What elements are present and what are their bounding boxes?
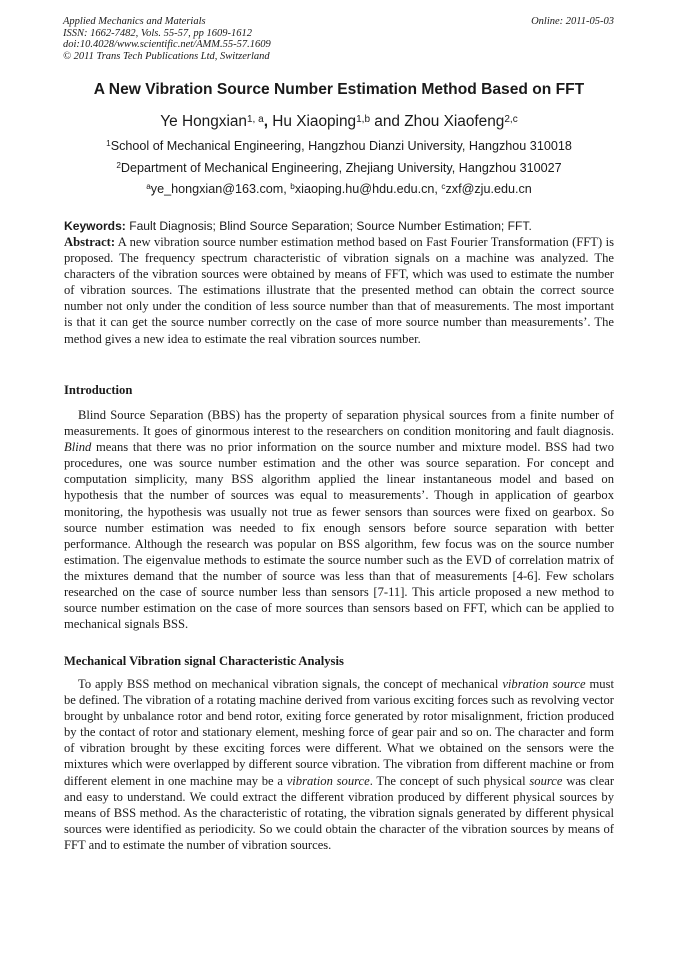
email-c-sup: c xyxy=(441,182,446,192)
email-b: xiaoping.hu@hdu.edu.cn, xyxy=(294,182,442,196)
abstract-label: Abstract: xyxy=(64,235,116,249)
abstract xyxy=(64,234,614,347)
journal-copyright: © 2011 Trans Tech Publications Ltd, Switzerland xyxy=(63,50,270,62)
intro-italic-blind: Blind xyxy=(64,440,92,455)
mech-text-2: must be defined. The vibration of a rotating machine derived from various exciting forces such as revolving vector brought by unbalance rotor and bend rotor, exiting force generated by rotor misalignment, friction produced by the contact of rotor and stationary element, meshing force of gear pair and so on. The character and form of vibration brought by these exciting forces were different. What we obtained on the sensors were the mixtures which were overlapped by different source vibration. The vibration from different machine or from different element in one machine may be a xyxy=(64,677,614,788)
abstract-text: A new vibration source number estimation method based on Fast Fourier Transformation (FFT) is proposed. The frequency spectrum characteristic of vibration signals on a machine was analyzed. The characters of the vibration sources were obtained by means of FFT, which was used to estimate the number of vibration sources. The estimations illustrate that the presented method can obtain the correct source number not only under the condition of less source number than that of measurements. The most important is that it can get the source number correctly on the case of more source number than measurements’. The method gives a new idea to estimate the real vibration sources number. xyxy=(64,235,614,346)
mech-text-4: was clear and easy to understand. We could extract the different vibration produced by different physical sources by means of BSS method. As the characteristic of rotating, the vibration signals generated by different physical sources were identified as periodicity. So we could obtain the character of the vibration sources by means of FFT and to estimate the number of vibration sources. xyxy=(64,773,615,852)
mech-italic-1: vibration source xyxy=(502,677,586,691)
author-and: and xyxy=(370,113,405,130)
paper-title: A New Vibration Source Number Estimation Method Based on FFT xyxy=(93,81,585,98)
mech-text-3: . The concept of such physical xyxy=(369,773,530,788)
mechanical-heading: Mechanical Vibration signal Characteristic Analysis xyxy=(64,654,344,668)
author-emails xyxy=(0,182,678,196)
author-2-name: Hu Xiaoping xyxy=(267,113,357,130)
mech-text-1: To apply BSS method on mechanical vibration signals, the concept of mechanical xyxy=(78,677,503,691)
author-separator: , xyxy=(263,113,268,130)
affiliation-2 xyxy=(0,161,678,175)
journal-info xyxy=(63,16,271,62)
email-a: ye_hongxian@163.com, xyxy=(150,182,291,196)
intro-text-2: means that there was no prior information on the source number and mixture model. BSS had two procedures, one was source number estimation and the other was source separation. For concept and computation simplicity, many BSS algorithm applied the linear instantaneous model and based on hypothesis that the number of sources was equal to measurements’. Though in application of gearbox monitoring, the hypothesis was usually not true as fewer sensors than sources were fixed on gearbox. So source number estimation was needed to fix enough sensors before source separation with better performance. Although the research was popular on BSS algorithm, few focus was on the source number estimation. The eigenvalue methods to estimate the source number such as the EVD of correlation matrix of the mixtures demand that the number of source was less than that of measurements [4-6]. Few scholars researched on the case of source number less than sensors [7-11]. This article proposed a new method to source number estimation on the case of more sources than sensors based on FFT, which can be applied to mechanical signals BSS. xyxy=(64,440,614,632)
affiliation-1 xyxy=(0,139,678,153)
keywords-text: Fault Diagnosis; Blind Source Separation; Source Number Estimation; FFT. xyxy=(125,219,532,233)
journal-doi: doi:10.4028/www.scientific.net/AMM.55-57.1609 xyxy=(63,39,271,51)
keywords xyxy=(64,218,614,234)
mech-italic-2: vibration source xyxy=(286,773,370,788)
affiliation-2-text: Department of Mechanical Engineering, Zhejiang University, Hangzhou 310027 xyxy=(120,161,562,175)
mech-italic-3: source xyxy=(529,773,563,788)
keywords-label: Keywords: xyxy=(64,219,126,233)
email-c: zxf@zju.edu.cn xyxy=(445,182,532,196)
affiliation-1-text: School of Mechanical Engineering, Hangzhou Dianzi University, Hangzhou 310018 xyxy=(110,139,572,153)
email-b-sup: b xyxy=(290,182,295,192)
author-3-name: Zhou Xiaofeng xyxy=(404,113,505,130)
intro-text-1: Blind Source Separation (BBS) has the property of separation physical sources from a finite number of measurements. It goes of ginormous interest to the researchers on condition monitoring and fault diagnosis. xyxy=(64,408,614,439)
online-date: Online: 2011-05-03 xyxy=(531,16,614,27)
journal-issn: ISSN: 1662-7482, Vols. 55-57, pp 1609-1612 xyxy=(63,27,252,39)
journal-name: Applied Mechanics and Materials xyxy=(63,16,206,27)
author-3-sup: 2,c xyxy=(504,113,518,125)
introduction-paragraph xyxy=(64,407,614,632)
author-1-name: Ye Hongxian xyxy=(160,113,247,130)
affiliation-2-sup: 2 xyxy=(116,161,121,171)
introduction-heading: Introduction xyxy=(64,383,133,397)
author-line xyxy=(0,113,678,131)
affiliation-1-sup: 1 xyxy=(106,139,111,149)
mechanical-paragraph xyxy=(64,676,614,853)
author-1-sup: 1, a xyxy=(247,113,264,125)
author-2-sup: 1,b xyxy=(356,113,371,125)
email-a-sup: a xyxy=(146,182,151,192)
